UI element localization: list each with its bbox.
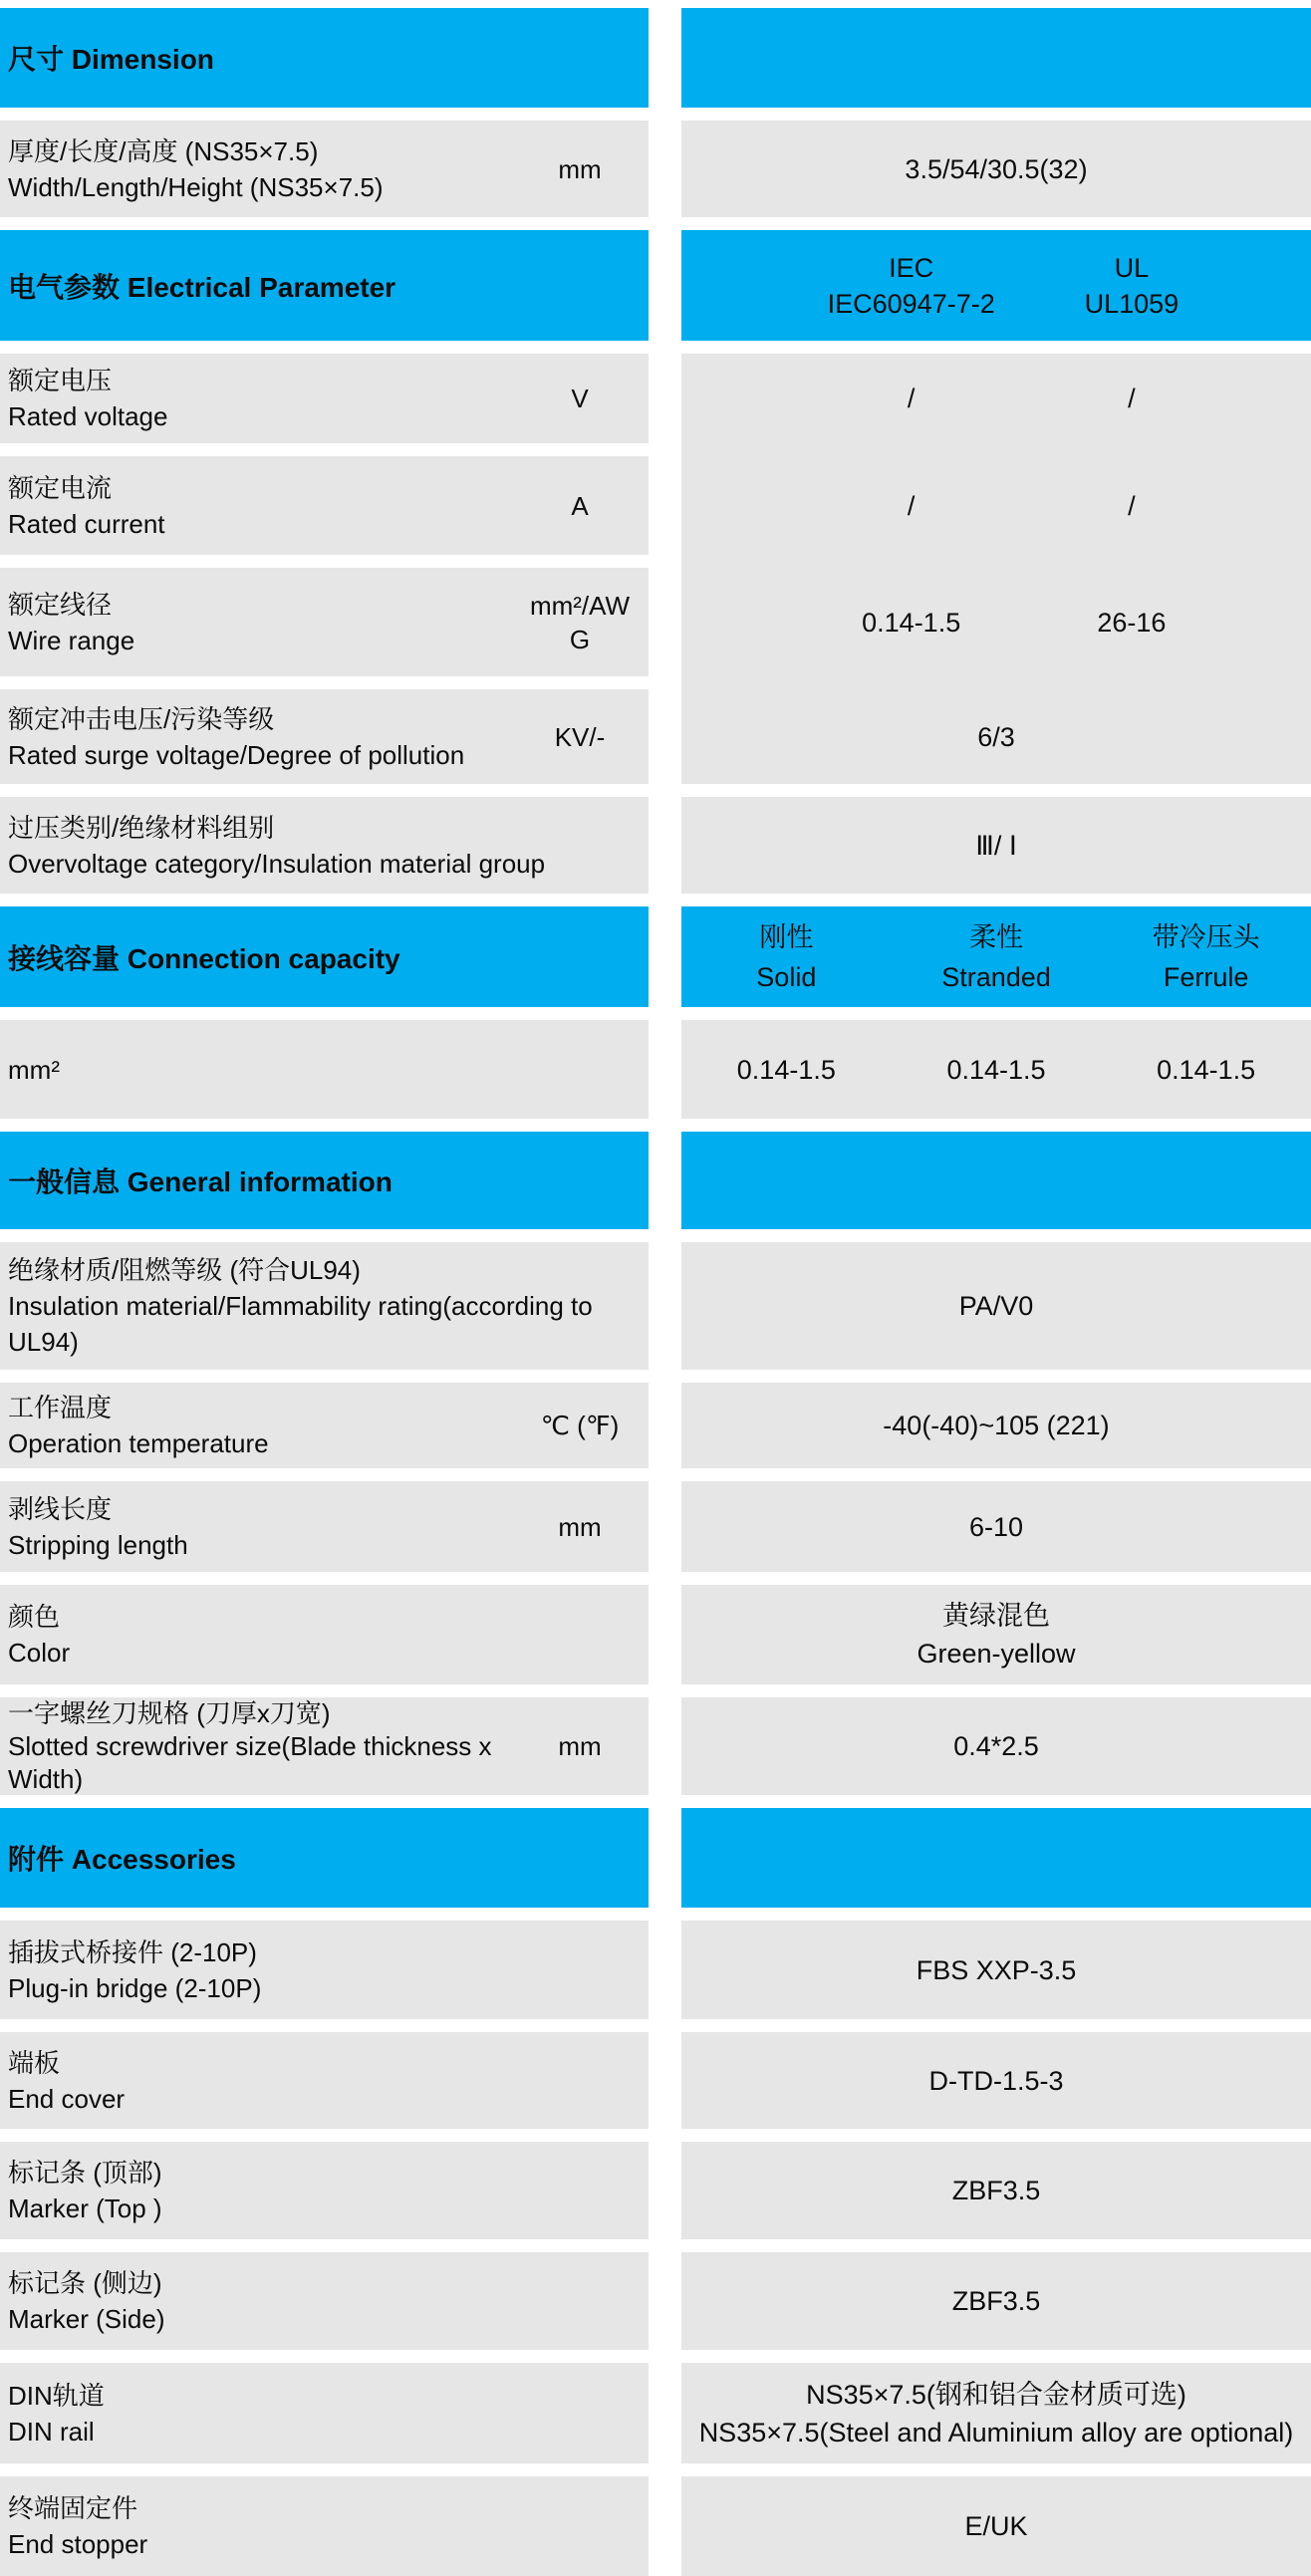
row-label-en: End cover <box>8 2083 126 2114</box>
row-label <box>0 2378 649 2449</box>
value-ferrule: 0.14-1.5 <box>1157 1054 1256 1085</box>
standard-ul-title: UL <box>1114 252 1150 283</box>
row-label-en: Slotted screwdriver size(Blade thickness x Width) <box>8 1730 492 1794</box>
row-value-en: NS35×7.5(Steel and Aluminium alloy are optional) <box>698 2417 1294 2447</box>
row-label-cell <box>0 1585 649 1684</box>
row-value: -40(-40)~105 (221) <box>883 1411 1110 1440</box>
connection-columns <box>681 906 1311 1007</box>
row-label-en: Plug-in bridge (2-10P) <box>8 1972 262 2003</box>
row-label-zh: 额定电流 <box>8 472 113 503</box>
row-label-zh: 额定电压 <box>8 366 113 395</box>
standard-iec-sub: IEC60947-7-2 <box>827 288 995 319</box>
row-unit: KV/- <box>554 721 606 752</box>
row-values-wire-range <box>681 568 1311 676</box>
standard-ul-sub: UL1059 <box>1084 288 1180 319</box>
row-label-en: Insulation material/Flammability rating(according to UL94) <box>8 1291 593 1357</box>
row-label-cell <box>0 2142 649 2239</box>
row-label-cell-surge-voltage <box>0 689 649 784</box>
section-header-row-accessories <box>0 1808 1311 1908</box>
row-label-zh: 额定冲击电压/污染等级 <box>8 703 275 734</box>
section-title: 电气参数 Electrical Parameter <box>8 271 396 303</box>
row-unit: mm²/AWG <box>529 590 631 654</box>
row-value: ZBF3.5 <box>951 2176 1041 2205</box>
value-iec: / <box>907 490 916 521</box>
row-label <box>0 587 511 658</box>
row-label <box>0 470 511 542</box>
row-label <box>0 363 511 434</box>
section-title: 尺寸 Dimension <box>8 44 214 75</box>
row-label-en: End stopper <box>8 2529 148 2559</box>
row-values-cell <box>681 1020 1311 1119</box>
table-row-plug-in-bridge <box>0 1921 1311 2019</box>
table-row-dimension <box>0 121 1311 217</box>
section-title: 附件 Accessories <box>8 1844 236 1875</box>
section-header-row-connection <box>0 906 1311 1007</box>
row-label-cell <box>0 2252 649 2350</box>
table-row-operation-temperature <box>0 1383 1311 1468</box>
table-row-marker-top <box>0 2142 1311 2239</box>
row-label-zh: 额定线径 <box>8 589 113 620</box>
row-value: ZBF3.5 <box>951 2286 1041 2316</box>
standard-iec-title: IEC <box>889 252 934 283</box>
row-label-zh: 标记条 (顶部) <box>8 2158 162 2188</box>
row-label-cell <box>0 1481 649 1572</box>
row-label-zh: 工作温度 <box>8 1393 113 1422</box>
row-values-rated-current <box>681 456 1311 555</box>
electrical-header-cell <box>0 230 649 341</box>
connection-values <box>681 1020 1311 1119</box>
value-ul: / <box>1128 384 1136 413</box>
row-label-cell <box>0 2476 649 2576</box>
row-label-en: Marker (Top ) <box>8 2193 162 2223</box>
row-label-zh: 厚度/长度/高度 (NS35×7.5) <box>8 135 319 166</box>
row-label <box>0 1697 511 1796</box>
row-value-cell <box>681 2476 1311 2576</box>
row-unit: V <box>571 384 589 413</box>
value-solid: 0.14-1.5 <box>736 1054 836 1085</box>
row-label <box>0 133 511 205</box>
section-title: 一般信息 General information <box>8 1166 393 1197</box>
column-title-en: Ferrule <box>1163 961 1249 992</box>
row-value-en: Green-yellow <box>917 1639 1076 1669</box>
row-label-cell <box>0 2363 649 2463</box>
row-label-cell-rated-current <box>0 456 649 555</box>
row-label-en: Rated voltage <box>8 401 168 431</box>
row-label <box>0 2490 649 2562</box>
table-row-stripping-length <box>0 1481 1311 1572</box>
row-label <box>0 1934 649 2006</box>
section-title: 接线容量 Connection capacity <box>8 942 400 974</box>
row-label-en: Operation temperature <box>8 1428 269 1458</box>
table-row-marker-side <box>0 2252 1311 2350</box>
electrical-rows-block <box>0 354 1311 784</box>
row-value <box>681 1585 1311 1684</box>
accessories-header-spacer <box>681 1808 1311 1908</box>
row-value: 6-10 <box>968 1511 1024 1542</box>
column-title-en: Stranded <box>941 961 1051 992</box>
table-row-insulation <box>0 1242 1311 1370</box>
row-unit: A <box>571 490 589 521</box>
row-value-cell <box>681 121 1311 217</box>
column-ferrule <box>1101 917 1311 997</box>
row-unit: ℃ (℉) <box>540 1411 620 1440</box>
row-label <box>0 2045 649 2117</box>
row-label-zh: 绝缘材质/阻燃等级 (符合UL94) <box>8 1255 361 1285</box>
row-label-zh: 标记条 (侧边) <box>8 2268 162 2298</box>
row-values-rated-voltage <box>681 354 1311 443</box>
row-label-zh: DIN轨道 <box>8 2380 105 2411</box>
row-value: PA/V0 <box>958 1291 1034 1321</box>
row-value: 3.5/54/30.5(32) <box>905 153 1088 184</box>
value-iec: / <box>907 384 916 413</box>
row-label-en: Stripping length <box>8 1529 188 1560</box>
standards-columns <box>681 230 1311 341</box>
row-label-zh: 过压类别/绝缘材料组别 <box>8 812 275 843</box>
row-value <box>681 2363 1311 2463</box>
column-title-en: Solid <box>756 961 817 992</box>
accessories-header-cell <box>0 1808 649 1908</box>
dimension-header-spacer <box>681 8 1311 108</box>
row-label-en: DIN rail <box>8 2416 95 2447</box>
row-label-zh: 剥线长度 <box>8 1493 113 1524</box>
row-label-zh: 端板 <box>8 2047 61 2078</box>
row-label <box>0 810 649 882</box>
row-value-cell <box>681 797 1311 894</box>
table-row-overvoltage <box>0 797 1311 894</box>
row-value-surge-voltage: 6/3 <box>977 721 1015 752</box>
row-label-en: Color <box>8 1638 71 1668</box>
value-ul: 26-16 <box>1097 607 1167 638</box>
table-row-end-stopper <box>0 2476 1311 2576</box>
row-value-cell <box>681 2252 1311 2350</box>
row-value-cell <box>681 1921 1311 2019</box>
row-label-en: Wire range <box>8 625 135 655</box>
row-value: 0.4*2.5 <box>953 1731 1039 1761</box>
standard-ul <box>1021 250 1241 322</box>
row-label-zh: 终端固定件 <box>8 2493 138 2523</box>
row-label-cell <box>0 1921 649 2019</box>
table-row-end-cover <box>0 2032 1311 2129</box>
column-stranded <box>892 917 1102 997</box>
row-value-cell <box>681 1242 1311 1370</box>
row-value-cell <box>681 2142 1311 2239</box>
row-label-en: Width/Length/Height (NS35×7.5) <box>8 171 384 202</box>
row-label-cell <box>0 1383 649 1468</box>
standard-iec <box>801 250 1021 322</box>
value-stranded: 0.14-1.5 <box>946 1054 1046 1085</box>
value-iec: 0.14-1.5 <box>862 607 961 638</box>
row-label <box>0 1390 511 1461</box>
row-value-cell <box>681 2032 1311 2129</box>
row-label <box>0 1052 649 1088</box>
row-label-cell-wire-range <box>0 568 649 676</box>
row-value-zh: NS35×7.5(钢和铝合金材质可选) <box>806 2379 1186 2410</box>
row-label <box>0 1252 649 1360</box>
row-label <box>0 1491 511 1563</box>
row-label-cell <box>0 1697 649 1795</box>
row-label-cell-rated-voltage <box>0 354 649 443</box>
table-row-color <box>0 1585 1311 1684</box>
row-unit: mm <box>558 153 602 184</box>
row-label-zh: 插拔式桥接件 (2-10P) <box>8 1936 257 1967</box>
row-unit: mm <box>558 1731 602 1761</box>
row-value-cell <box>681 2363 1311 2463</box>
column-title-zh: 带冷压头 <box>1152 921 1260 952</box>
row-label-zh: mm² <box>8 1054 60 1085</box>
section-header-row-electrical <box>0 230 1311 341</box>
general-header-cell <box>0 1132 649 1229</box>
row-label-cell <box>0 2032 649 2129</box>
connection-columns-cell <box>681 906 1311 1007</box>
general-header-spacer <box>681 1132 1311 1229</box>
row-label-cell <box>0 1020 649 1119</box>
table-row-connection-mm2 <box>0 1020 1311 1119</box>
row-label <box>0 2265 649 2337</box>
table-row-din-rail <box>0 2363 1311 2463</box>
row-label-en: Rated surge voltage/Degree of pollution <box>8 739 465 770</box>
row-label <box>0 1599 649 1671</box>
value-ul: / <box>1128 490 1136 521</box>
row-label-en: Overvoltage category/Insulation material group <box>8 848 546 879</box>
row-label-cell <box>0 1242 649 1370</box>
table-row-screwdriver-size <box>0 1697 1311 1795</box>
row-label-cell <box>0 121 649 217</box>
row-label-cell <box>0 797 649 894</box>
dimension-header-cell <box>0 8 649 108</box>
row-label-en: Marker (Side) <box>8 2304 165 2334</box>
row-label-en: Rated current <box>8 508 165 539</box>
connection-header-cell <box>0 906 649 1007</box>
section-header-row-dimension <box>0 8 1311 108</box>
row-value: E/UK <box>964 2511 1028 2541</box>
electrical-standards-cell <box>681 230 1311 341</box>
row-value-cell <box>681 1383 1311 1468</box>
row-unit: mm <box>558 1511 602 1542</box>
column-solid <box>681 917 892 997</box>
row-value: Ⅲ/ Ⅰ <box>975 830 1017 861</box>
column-title-zh: 柔性 <box>968 921 1023 952</box>
row-value: D-TD-1.5-3 <box>928 2065 1064 2096</box>
row-value-cell <box>681 1697 1311 1795</box>
row-value: FBS XXP-3.5 <box>916 1954 1077 1985</box>
row-label <box>0 701 511 773</box>
row-value-cell <box>681 1585 1311 1684</box>
section-header-row-general <box>0 1132 1311 1229</box>
row-label-zh: 一字螺丝刀规格 (刀厚x刀宽) <box>8 1697 331 1728</box>
electrical-values-merged-cell <box>681 354 1311 784</box>
row-value-cell <box>681 1481 1311 1572</box>
row-value-zh: 黄绿混色 <box>942 1601 1050 1631</box>
row-label-zh: 颜色 <box>8 1602 61 1632</box>
column-title-zh: 刚性 <box>759 921 814 952</box>
row-label <box>0 2155 649 2226</box>
